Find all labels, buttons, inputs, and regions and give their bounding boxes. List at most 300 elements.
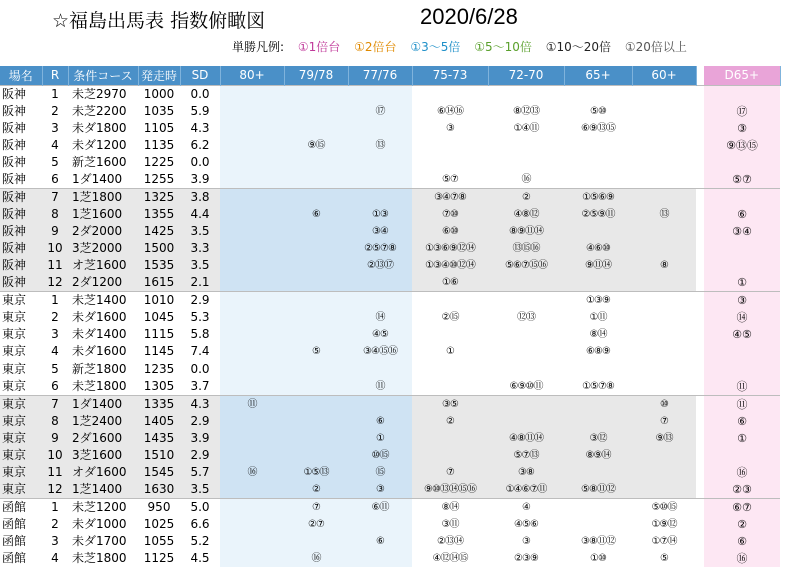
cell-c79 xyxy=(284,447,348,464)
cell-gap xyxy=(696,137,704,154)
cell-d65 xyxy=(704,257,780,274)
cell-c65: ①⑤⑥⑨ xyxy=(564,188,632,206)
cell-c80 xyxy=(220,223,284,240)
cell-venue: 東京 xyxy=(0,481,42,499)
cell-c79 xyxy=(284,171,348,189)
cell-c60 xyxy=(632,464,696,481)
table-row xyxy=(0,171,780,189)
odds-legend xyxy=(232,38,697,55)
cell-c80 xyxy=(220,499,284,517)
cell-c65 xyxy=(564,274,632,292)
cell-r: 4 xyxy=(51,137,59,152)
cell-gap xyxy=(696,171,704,189)
cell-sd: 2.9 xyxy=(180,292,220,310)
table-row xyxy=(0,499,780,517)
cell-time: 950 xyxy=(138,499,180,517)
table-row xyxy=(0,240,780,257)
cell-c80: ⑯ xyxy=(220,464,284,481)
cell-c72 xyxy=(488,326,564,343)
cell-course: オダ1600 xyxy=(68,464,138,481)
cell-c60 xyxy=(632,223,696,240)
cell-time: 1025 xyxy=(143,517,175,532)
cell-venue: 阪神 xyxy=(0,223,42,240)
cell-time: 1225 xyxy=(143,154,175,169)
cell-d65 xyxy=(704,85,780,103)
cell-d65 xyxy=(704,188,780,206)
race-date: 2020/6/28 xyxy=(420,4,518,29)
cell-c65: ⑨⑪⑭ xyxy=(564,257,632,274)
cell-c80 xyxy=(220,292,284,310)
cell-c80 xyxy=(220,154,284,171)
cell-c72: ④⑧⑪⑭ xyxy=(488,430,564,447)
cell-time: 1045 xyxy=(143,310,175,325)
col-sd: SD xyxy=(180,66,220,85)
legend-item-4: ①5～10倍 xyxy=(474,40,532,54)
cell-r: 7 xyxy=(42,188,68,206)
cell-c75: ⑨⑩⑬⑭⑮⑯ xyxy=(412,481,488,499)
cell-sd: 0.0 xyxy=(180,85,220,103)
cell-c72 xyxy=(488,137,564,154)
cell-course: 3芝1600 xyxy=(68,447,138,464)
cell-c75 xyxy=(412,378,488,396)
cell-gap xyxy=(696,103,704,120)
cell-c79 xyxy=(284,257,348,274)
cell-course: 1芝1600 xyxy=(68,206,138,223)
cell-gap xyxy=(696,378,704,396)
cell-d65: ② xyxy=(704,516,780,533)
cell-gap xyxy=(696,499,704,517)
cell-c65 xyxy=(564,85,632,103)
legend-item-5: ①10～20倍 xyxy=(545,40,612,54)
cell-r: 4 xyxy=(51,551,59,566)
cell-c72: ⑫⑬ xyxy=(517,312,535,324)
table-row xyxy=(0,533,780,550)
cell-venue: 東京 xyxy=(2,344,27,359)
cell-d65: ②③ xyxy=(704,481,780,499)
cell-c72 xyxy=(488,361,564,378)
cell-c60: ⑦ xyxy=(632,413,696,430)
cell-c77: ③④ xyxy=(348,223,412,240)
cell-c72: ⑯ xyxy=(521,173,531,185)
header-row xyxy=(0,66,780,85)
table-row xyxy=(0,257,780,274)
cell-venue: 東京 xyxy=(0,430,42,447)
cell-course: 新芝1800 xyxy=(72,361,127,376)
cell-c72: ② xyxy=(488,188,564,206)
cell-c65 xyxy=(564,516,632,533)
cell-sd: 3.8 xyxy=(180,188,220,206)
cell-c79 xyxy=(284,361,348,378)
cell-venue: 東京 xyxy=(2,327,27,342)
cell-c80 xyxy=(220,361,284,378)
cell-venue: 阪神 xyxy=(2,154,27,169)
cell-c79 xyxy=(284,430,348,447)
index-table xyxy=(0,66,781,567)
cell-c77 xyxy=(348,188,412,206)
cell-c72 xyxy=(488,85,564,103)
cell-c72 xyxy=(488,274,564,292)
cell-c75: ②⑬⑭ xyxy=(437,536,463,548)
cell-c77: ⑥ xyxy=(348,413,412,430)
cell-r: 1 xyxy=(42,85,68,103)
cell-c60 xyxy=(632,171,696,189)
cell-course: 2ダ2000 xyxy=(68,223,138,240)
cell-c79 xyxy=(284,240,348,257)
cell-c79 xyxy=(284,223,348,240)
cell-c65: ⑧⑨⑭ xyxy=(564,447,632,464)
cell-course: 未ダ1700 xyxy=(72,534,127,549)
cell-c72: ⑧⑫⑬ xyxy=(513,105,539,117)
table-row xyxy=(0,516,780,533)
cell-r: 2 xyxy=(51,310,59,325)
table-row xyxy=(0,137,780,154)
cell-c80 xyxy=(220,120,284,137)
cell-venue: 東京 xyxy=(0,413,42,430)
cell-course: 3芝2000 xyxy=(68,240,138,257)
cell-c60: ⑤ xyxy=(660,553,668,565)
cell-d65 xyxy=(704,240,780,257)
cell-r: 8 xyxy=(42,206,68,223)
cell-gap xyxy=(696,85,704,103)
cell-c60 xyxy=(632,292,696,310)
cell-c79 xyxy=(284,395,348,413)
cell-time: 1010 xyxy=(138,292,180,310)
cell-c65: ②⑤⑨⑪ xyxy=(564,206,632,223)
cell-c60 xyxy=(632,240,696,257)
cell-c65: ⑤⑧⑪⑫ xyxy=(564,481,632,499)
cell-c80 xyxy=(220,343,284,360)
cell-d65: ③ xyxy=(704,120,780,137)
cell-gap xyxy=(696,309,704,326)
cell-d65: ⑥ xyxy=(704,413,780,430)
cell-gap xyxy=(696,120,704,137)
legend-item-6: ①20倍以上 xyxy=(624,40,687,54)
cell-time: 1500 xyxy=(138,240,180,257)
cell-c60 xyxy=(632,103,696,120)
cell-c75: ③④⑦⑧ xyxy=(412,188,488,206)
cell-c80 xyxy=(220,430,284,447)
cell-gap xyxy=(696,223,704,240)
cell-sd: 4.3 xyxy=(190,120,210,135)
cell-venue: 阪神 xyxy=(0,85,42,103)
cell-c80 xyxy=(220,188,284,206)
cell-time: 1255 xyxy=(143,171,175,186)
cell-sd: 2.9 xyxy=(180,413,220,430)
cell-course: 1芝2400 xyxy=(68,413,138,430)
col-venue: 場名 xyxy=(0,66,42,85)
cell-course: 未芝1800 xyxy=(72,551,127,566)
cell-venue: 阪神 xyxy=(0,240,42,257)
cell-venue: 東京 xyxy=(0,292,42,310)
cell-c80 xyxy=(220,309,284,326)
cell-c79: ②⑦ xyxy=(284,516,348,533)
table-row xyxy=(0,120,780,137)
cell-c60 xyxy=(632,154,696,171)
cell-venue: 東京 xyxy=(2,361,27,376)
cell-c65: ⑥⑨⑬⑮ xyxy=(581,122,615,134)
cell-c77 xyxy=(348,292,412,310)
cell-sd: 4.4 xyxy=(180,206,220,223)
cell-c72: ⑬⑮⑯ xyxy=(488,240,564,257)
legend-label: 単勝凡例: xyxy=(232,40,285,54)
cell-time: 1035 xyxy=(143,103,175,118)
cell-c77: ①③ xyxy=(348,206,412,223)
cell-c75: ⑦⑩ xyxy=(412,206,488,223)
cell-c79 xyxy=(284,309,348,326)
cell-d65: ① xyxy=(704,430,780,447)
cell-r: 9 xyxy=(42,223,68,240)
cell-c60 xyxy=(632,481,696,499)
cell-sd: 6.6 xyxy=(190,517,210,532)
cell-venue: 函館 xyxy=(2,534,27,549)
cell-course: 新芝1600 xyxy=(72,154,127,169)
cell-c65: ④⑥⑩ xyxy=(564,240,632,257)
cell-c77: ⑰ xyxy=(348,103,412,120)
cell-r: 4 xyxy=(51,344,59,359)
cell-c72: ①④⑥⑦⑪ xyxy=(488,481,564,499)
cell-r: 5 xyxy=(51,361,59,376)
cell-c72: ②③⑨ xyxy=(514,553,538,565)
cell-d65: ⑭ xyxy=(704,309,780,326)
cell-gap xyxy=(696,240,704,257)
cell-venue: 阪神 xyxy=(0,274,42,292)
col-60: 60+ xyxy=(632,66,696,85)
table-row xyxy=(0,292,780,310)
cell-c80 xyxy=(220,516,284,533)
cell-c75: ⑤⑦ xyxy=(442,173,458,185)
cell-c60: ⑨⑬ xyxy=(632,430,696,447)
table-row xyxy=(0,154,780,171)
cell-sd: 5.0 xyxy=(180,499,220,517)
cell-c79 xyxy=(284,274,348,292)
cell-venue: 阪神 xyxy=(2,171,27,186)
cell-c75: ②⑮ xyxy=(441,312,459,324)
cell-c60: ①⑨⑫ xyxy=(651,519,677,531)
cell-sd: 7.4 xyxy=(190,344,210,359)
cell-c79 xyxy=(284,120,348,137)
cell-sd: 5.2 xyxy=(190,534,210,549)
cell-c72: ⑧⑨⑪⑭ xyxy=(488,223,564,240)
cell-time: 1535 xyxy=(138,257,180,274)
cell-c77: ④⑤ xyxy=(348,326,412,343)
col-75: 75-73 xyxy=(412,66,488,85)
cell-d65: ⑨⑬⑮ xyxy=(704,137,780,154)
cell-c75: ①③⑥⑨⑫⑭ xyxy=(412,240,488,257)
cell-r: 7 xyxy=(42,395,68,413)
cell-time: 1510 xyxy=(138,447,180,464)
cell-c77: ⑥ xyxy=(348,533,412,550)
table-row xyxy=(0,343,780,360)
cell-gap xyxy=(696,206,704,223)
cell-gap xyxy=(696,326,704,343)
table-row xyxy=(0,274,780,292)
cell-d65: ③④ xyxy=(704,223,780,240)
cell-c65 xyxy=(564,154,632,171)
cell-c72 xyxy=(488,413,564,430)
table-row xyxy=(0,309,780,326)
cell-time: 1105 xyxy=(143,120,175,135)
cell-c72: ③ xyxy=(522,536,530,548)
cell-gap xyxy=(696,361,704,378)
legend-item-3: ①3～5倍 xyxy=(410,40,461,54)
table-row xyxy=(0,223,780,240)
cell-c79: ⑨⑮ xyxy=(284,137,348,154)
cell-c77: ⑬ xyxy=(348,137,412,154)
cell-c72: ④⑧⑫ xyxy=(488,206,564,223)
cell-c80 xyxy=(220,103,284,120)
cell-c60: ⑩ xyxy=(632,395,696,413)
cell-time: 1355 xyxy=(138,206,180,223)
cell-sd: 3.3 xyxy=(180,240,220,257)
cell-c79 xyxy=(284,413,348,430)
cell-c60 xyxy=(632,120,696,137)
cell-gap xyxy=(696,395,704,413)
cell-c79 xyxy=(284,154,348,171)
cell-c80 xyxy=(220,240,284,257)
cell-r: 3 xyxy=(51,327,59,342)
cell-sd: 5.8 xyxy=(190,327,210,342)
cell-sd: 3.5 xyxy=(180,481,220,499)
cell-d65: ⑥ xyxy=(704,533,780,550)
cell-c77: ③ xyxy=(348,481,412,499)
cell-venue: 阪神 xyxy=(2,103,27,118)
cell-sd: 0.0 xyxy=(190,361,210,376)
cell-time: 1615 xyxy=(138,274,180,292)
col-79: 79/78 xyxy=(284,66,348,85)
cell-course: 未芝1400 xyxy=(68,292,138,310)
cell-c65 xyxy=(564,395,632,413)
cell-venue: 阪神 xyxy=(0,206,42,223)
cell-time: 1405 xyxy=(138,413,180,430)
cell-venue: 東京 xyxy=(0,395,42,413)
cell-r: 10 xyxy=(42,447,68,464)
cell-venue: 函館 xyxy=(2,517,27,532)
table-row xyxy=(0,430,780,447)
cell-c65 xyxy=(564,413,632,430)
cell-sd: 5.3 xyxy=(190,310,210,325)
cell-d65: ① xyxy=(704,274,780,292)
cell-c75: ④⑫⑭⑮ xyxy=(432,553,468,565)
cell-course: 未ダ1400 xyxy=(72,327,127,342)
cell-course: 未ダ1600 xyxy=(72,310,127,325)
table-row xyxy=(0,206,780,223)
cell-c79 xyxy=(284,85,348,103)
cell-c72: ④⑤⑥ xyxy=(514,519,538,531)
cell-c60 xyxy=(632,188,696,206)
cell-c72 xyxy=(488,292,564,310)
col-race: R xyxy=(42,66,68,85)
cell-sd: 4.3 xyxy=(180,395,220,413)
cell-gap xyxy=(696,430,704,447)
cell-course: 未ダ1600 xyxy=(72,344,127,359)
cell-c79: ⑦ xyxy=(284,499,348,517)
table-row xyxy=(0,481,780,499)
cell-c60: ⑧ xyxy=(632,257,696,274)
cell-gap xyxy=(696,154,704,171)
col-time: 発走時 xyxy=(138,66,180,85)
table-row xyxy=(0,361,780,378)
cell-sd: 4.5 xyxy=(190,551,210,566)
cell-c75 xyxy=(412,137,488,154)
cell-d65 xyxy=(704,343,780,360)
cell-r: 9 xyxy=(42,430,68,447)
cell-c77: ②⑤⑦⑧ xyxy=(348,240,412,257)
cell-c75: ⑥⑭⑯ xyxy=(437,105,463,117)
cell-c75 xyxy=(412,430,488,447)
cell-d65 xyxy=(704,154,780,171)
table-row xyxy=(0,85,780,103)
cell-sd: 3.9 xyxy=(180,430,220,447)
cell-c75: ①③④⑩⑫⑭ xyxy=(412,257,488,274)
legend-item-2: ①2倍台 xyxy=(354,40,397,54)
cell-c80 xyxy=(220,326,284,343)
cell-c75: ③ xyxy=(446,122,454,134)
table-row xyxy=(0,413,780,430)
cell-r: 12 xyxy=(42,274,68,292)
cell-gap xyxy=(696,343,704,360)
cell-c79: ①⑤⑬ xyxy=(284,464,348,481)
cell-r: 1 xyxy=(42,499,68,517)
cell-venue: 阪神 xyxy=(2,120,27,135)
cell-d65 xyxy=(704,447,780,464)
cell-c80 xyxy=(220,533,284,550)
cell-c75: ①⑥ xyxy=(412,274,488,292)
cell-c80 xyxy=(220,447,284,464)
cell-r: 6 xyxy=(51,378,59,393)
cell-r: 3 xyxy=(51,534,59,549)
col-80: 80+ xyxy=(220,66,284,85)
cell-c60 xyxy=(632,378,696,396)
table-row xyxy=(0,188,780,206)
cell-r: 11 xyxy=(42,257,68,274)
cell-c77 xyxy=(348,171,412,189)
cell-course: 未芝2970 xyxy=(68,85,138,103)
cell-c75: ⑥⑩ xyxy=(412,223,488,240)
cell-venue: 阪神 xyxy=(0,257,42,274)
cell-c80 xyxy=(220,85,284,103)
cell-d65 xyxy=(704,361,780,378)
cell-course: 未芝2200 xyxy=(72,103,127,118)
cell-c65: ⑥⑧⑨ xyxy=(586,346,610,358)
cell-c75: ② xyxy=(412,413,488,430)
cell-time: 1630 xyxy=(138,481,180,499)
cell-sd: 2.1 xyxy=(180,274,220,292)
cell-c75 xyxy=(412,292,488,310)
cell-course: 1ダ1400 xyxy=(72,171,123,186)
cell-course: 未芝1200 xyxy=(68,499,138,517)
cell-c65: ①⑪ xyxy=(589,312,607,324)
cell-r: 10 xyxy=(42,240,68,257)
cell-course: 2ダ1600 xyxy=(68,430,138,447)
cell-c65: ⑧⑭ xyxy=(589,329,607,341)
cell-c65: ①⑩ xyxy=(590,553,606,565)
cell-c77: ③④⑮⑯ xyxy=(348,343,412,360)
cell-d65: ⑯ xyxy=(704,550,780,567)
cell-c75 xyxy=(412,361,488,378)
cell-sd: 3.5 xyxy=(180,257,220,274)
cell-c60 xyxy=(632,343,696,360)
cell-time: 1305 xyxy=(143,378,175,393)
cell-course: 1ダ1400 xyxy=(68,395,138,413)
cell-c80 xyxy=(220,206,284,223)
col-77: 77/76 xyxy=(348,66,412,85)
cell-c65 xyxy=(564,137,632,154)
cell-d65: ⑥ xyxy=(704,206,780,223)
cell-c65: ③⑧⑪⑫ xyxy=(581,536,615,548)
cell-c80 xyxy=(220,550,284,567)
cell-c75 xyxy=(412,326,488,343)
cell-time: 1135 xyxy=(143,137,175,152)
